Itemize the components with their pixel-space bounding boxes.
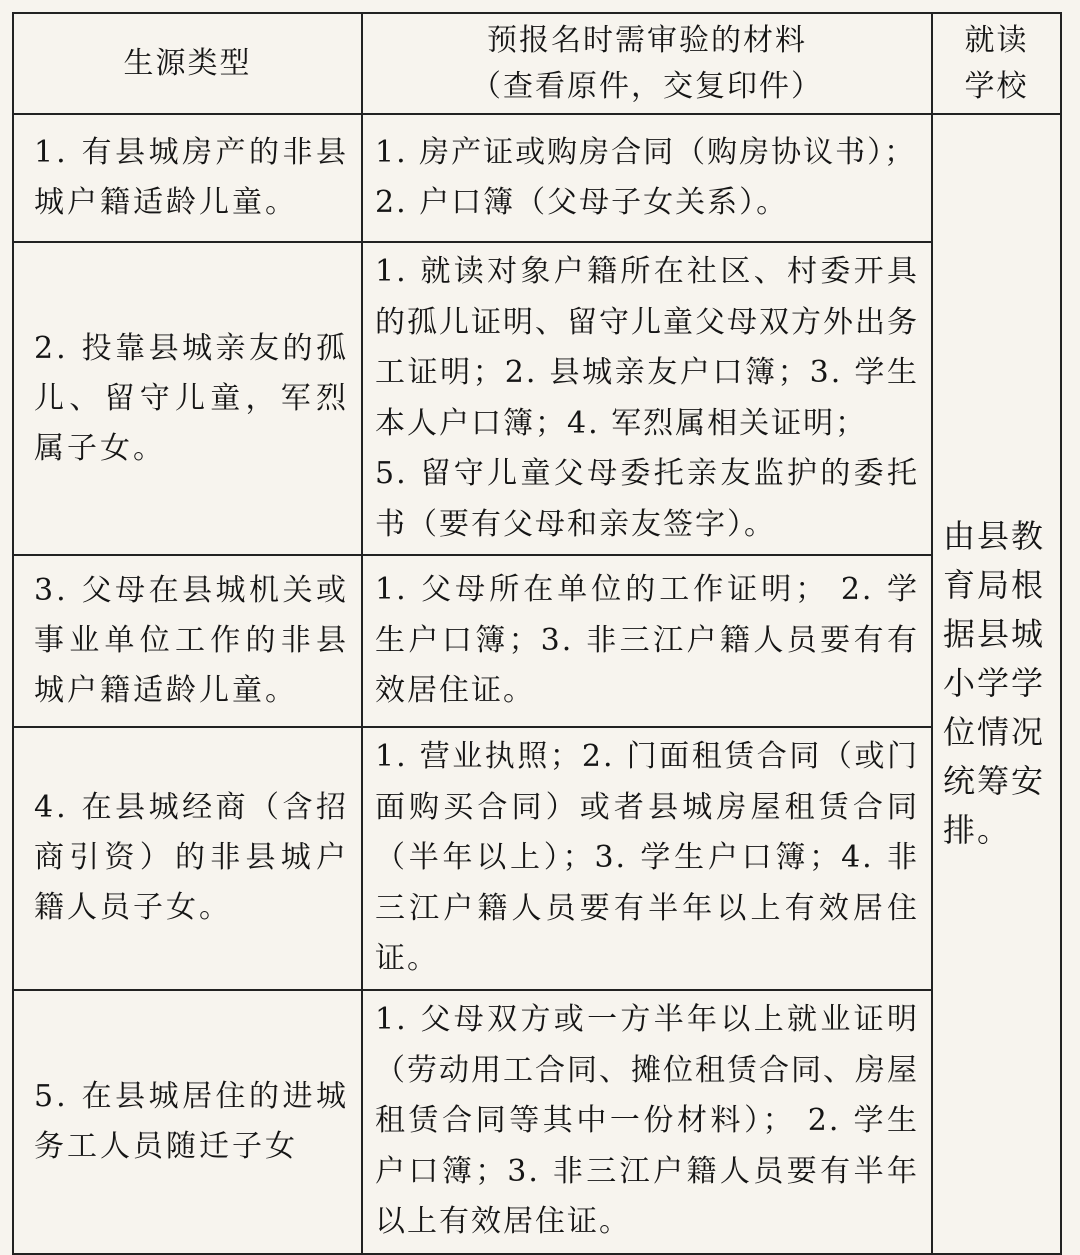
header-materials-note: （查看原件，交复印件） xyxy=(471,68,823,104)
table-row xyxy=(13,727,1061,990)
header-student-type xyxy=(13,13,362,114)
materials-cell xyxy=(362,990,932,1254)
materials-item: 1. 营业执照；2. 门面租赁合同（或门面购买合同）或者县城房屋租赁合同（半年以上）；3. 学生户口簿；4. 非三江户籍人员要有半年以上有效居住证。 xyxy=(375,739,919,976)
school-note-cell xyxy=(932,114,1061,1254)
materials-item: 2. 户口簿（父母子女关系）。 xyxy=(375,185,789,220)
materials-cell xyxy=(362,555,932,727)
student-type-cell: 1. 有县城房产的非县城户籍适龄儿童。 xyxy=(13,114,362,242)
header-school-line1: 就读 xyxy=(964,22,1029,58)
header-school xyxy=(932,13,1061,114)
table-row xyxy=(13,242,1061,555)
header-school-line2: 学校 xyxy=(964,68,1029,104)
student-type-cell: 4. 在县城经商（含招商引资）的非县城户籍人员子女。 xyxy=(13,727,362,990)
materials-item: 5. 留守儿童父母委托亲友监护的委托书（要有父母和亲友签字）。 xyxy=(375,456,919,542)
materials-item: 1. 房产证或购房合同（购房协议书）； xyxy=(375,134,917,170)
table-row xyxy=(13,555,1061,727)
header-student-type-label: 生源类型 xyxy=(123,45,252,81)
header-materials xyxy=(362,13,932,114)
student-type-cell: 5. 在县城居住的进城务工人员随迁子女 xyxy=(13,990,362,1254)
materials-cell xyxy=(362,242,932,555)
table-row xyxy=(13,114,1061,242)
materials-item: 1. 就读对象户籍所在社区、村委开具的孤儿证明、留守儿童父母双方外出务工证明；2. 县城亲友户口簿；3. 学生本人户口簿；4. 军烈属相关证明； xyxy=(375,254,919,441)
school-note: 由县教育局根据县城小学学位情况统筹安排。 xyxy=(943,517,1046,850)
student-type-cell: 2. 投靠县城亲友的孤儿、留守儿童，军烈属子女。 xyxy=(13,242,362,555)
header-materials-title: 预报名时需审验的材料 xyxy=(487,22,807,58)
materials-cell xyxy=(362,727,932,990)
materials-cell xyxy=(362,114,932,242)
table-header-row xyxy=(13,13,1061,114)
materials-item: 1. 父母所在单位的工作证明； 2. 学生户口簿；3. 非三江户籍人员要有有效居住证。 xyxy=(375,572,919,709)
student-type-cell: 3. 父母在县城机关或事业单位工作的非县城户籍适龄儿童。 xyxy=(13,555,362,727)
table-row xyxy=(13,990,1061,1254)
materials-item: 1. 父母双方或一方半年以上就业证明（劳动用工合同、摊位租赁合同、房屋租赁合同等其中一份材料）； 2. 学生户口簿；3. 非三江户籍人员要有半年以上有效居住证。 xyxy=(375,1002,919,1240)
enrollment-materials-table xyxy=(12,12,1062,1255)
